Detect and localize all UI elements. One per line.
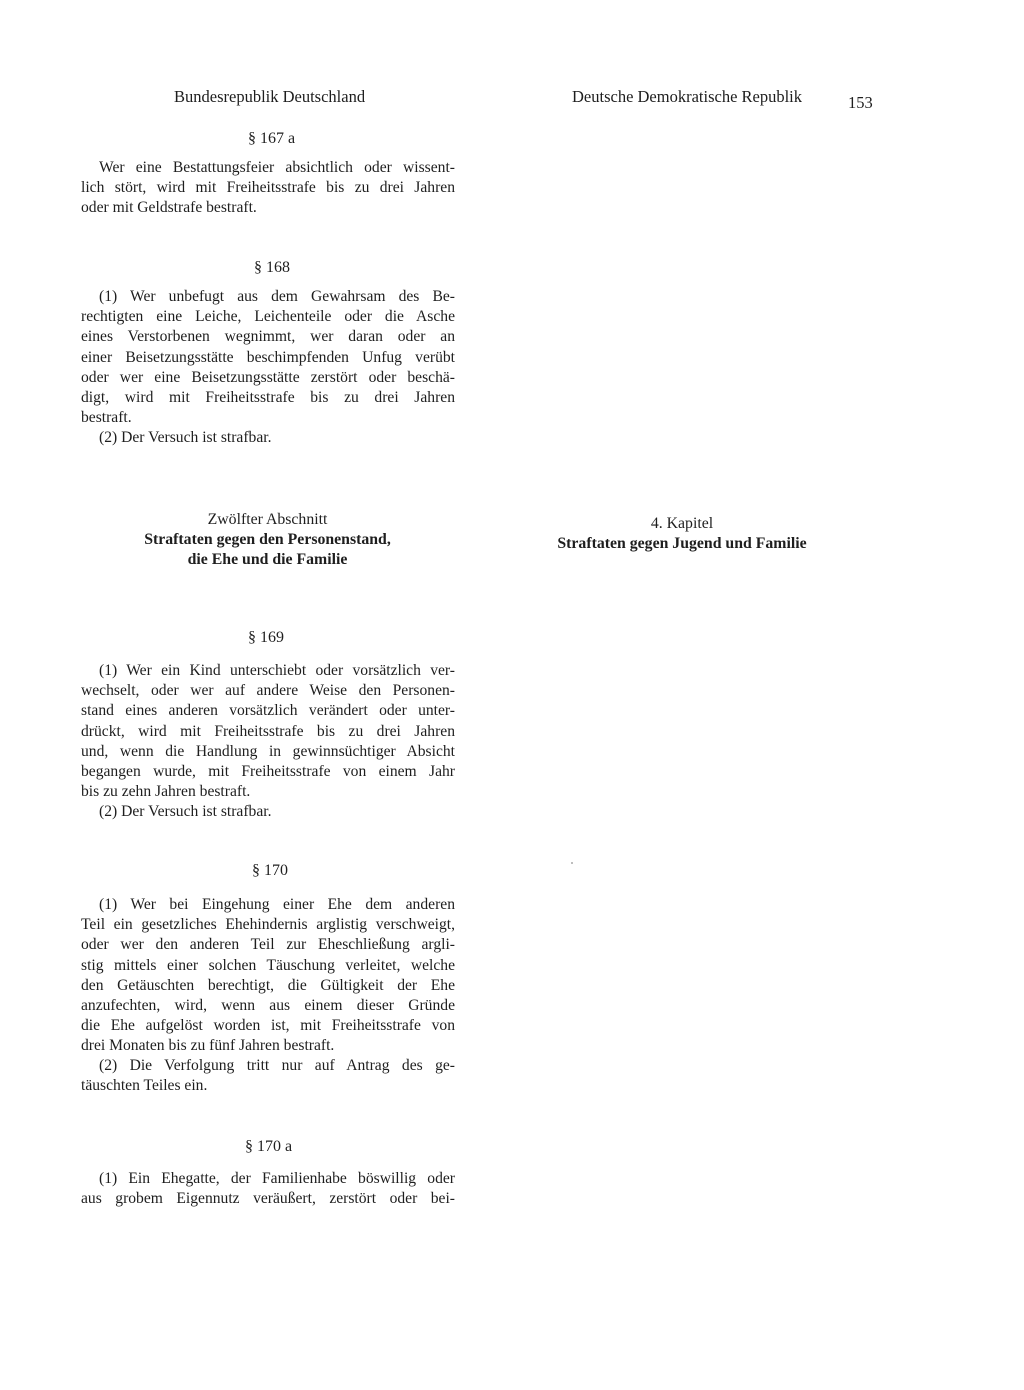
text-line: stig mittels einer solchen Täuschung verleitet, welche <box>81 956 455 974</box>
text-line: drückt, wird mit Freiheitsstrafe bis zu drei Jahren <box>81 722 455 740</box>
text-line: (2) Die Verfolgung tritt nur auf Antrag des ge- <box>99 1057 455 1074</box>
text-line: täuschten Teiles ein. <box>81 1077 208 1095</box>
scan-speck <box>571 862 573 864</box>
text-line: Teil ein gesetzliches Ehehindernis arglistig verschweigt, <box>81 916 455 934</box>
section-169-paragraph-1 <box>81 661 455 802</box>
text-line: aus grobem Eigennutz veräußert, zerstört oder bei- <box>81 1190 455 1208</box>
running-header-left: Bundesrepublik Deutschland <box>174 87 366 106</box>
text-line: lich stört, wird mit Freiheitsstrafe bis zu drei Jahren <box>81 179 455 197</box>
section-169-paragraph-2 <box>81 802 455 822</box>
text-line: drei Monaten bis zu fünf Jahren bestraft. <box>81 1037 335 1055</box>
text-line: begangen wurde, mit Freiheitsstrafe von einem Jahr <box>81 763 455 781</box>
chapter-label: 4. Kapitel <box>650 515 714 532</box>
text-line: (1) Ein Ehegatte, der Familienhabe böswillig oder <box>99 1170 455 1187</box>
section-title-169: § 169 <box>248 629 284 646</box>
section-170a-paragraph-1 <box>81 1169 455 1209</box>
text-line: die Ehe aufgelöst worden ist, mit Freiheitsstrafe von <box>81 1017 455 1035</box>
chapter-label: Zwölfter Abschnitt <box>207 511 328 528</box>
section-167a-text <box>81 158 455 219</box>
chapter-title: Straftaten gegen Jugend und Familie <box>557 535 807 552</box>
text-line: einer Beisetzungsstätte beschimpfenden Unfug verübt <box>81 348 455 366</box>
text-line: bis zu zehn Jahren bestraft. <box>81 783 251 801</box>
chapter-heading-right <box>514 514 850 554</box>
text-line: anzufechten, wird, wenn aus einem dieser Gründe <box>81 997 455 1015</box>
text-line: oder mit Geldstrafe bestraft. <box>81 199 257 217</box>
text-line: bestraft. <box>81 409 132 427</box>
text-line: (1) Wer unbefugt aus dem Gewahrsam des Be- <box>99 288 455 305</box>
text-line: (1) Wer ein Kind unterschiebt oder vorsätzlich ver- <box>99 662 455 679</box>
section-168-paragraph-1 <box>81 287 455 428</box>
text-line: (2) Der Versuch ist strafbar. <box>99 803 272 820</box>
section-170-paragraph-1 <box>81 895 455 1057</box>
running-header-right: Deutsche Demokratische Republik <box>572 87 803 106</box>
section-title-170a: § 170 a <box>245 1138 293 1155</box>
section-168-paragraph-2 <box>81 428 455 448</box>
text-line: den Getäuschten berechtigt, die Gültigkeit der Ehe <box>81 976 455 994</box>
section-title-167a: § 167 a <box>248 130 296 147</box>
section-title-170: § 170 <box>252 862 288 879</box>
text-line: oder wer den anderen Teil zur Eheschließung argli- <box>81 936 455 954</box>
chapter-title-line-1: Straftaten gegen den Personenstand, <box>144 531 391 548</box>
text-line: Wer eine Bestattungsfeier absichtlich oder wissent- <box>99 159 455 176</box>
section-170-paragraph-2 <box>81 1056 455 1096</box>
text-line: rechtigten eine Leiche, Leichenteile oder die Asche <box>81 308 455 326</box>
text-line: eines Verstorbenen wegnimmt, wer daran oder an <box>81 328 455 346</box>
page-number: 153 <box>848 93 873 112</box>
text-line: stand eines anderen vorsätzlich verändert oder unter- <box>81 702 455 720</box>
text-line: digt, wird mit Freiheitsstrafe bis zu drei Jahren <box>81 389 455 407</box>
text-line: wechselt, oder wer auf andere Weise den Personen- <box>81 682 455 700</box>
chapter-heading-left <box>101 510 434 570</box>
text-line: oder wer eine Beisetzungsstätte zerstört oder beschä- <box>81 368 455 386</box>
text-line: (1) Wer bei Eingehung einer Ehe dem anderen <box>99 896 455 913</box>
text-line: (2) Der Versuch ist strafbar. <box>99 429 272 446</box>
chapter-title-line-2: die Ehe und die Familie <box>187 551 348 568</box>
section-title-168: § 168 <box>254 259 290 276</box>
text-line: und, wenn die Handlung in gewinnsüchtiger Absicht <box>81 742 455 760</box>
